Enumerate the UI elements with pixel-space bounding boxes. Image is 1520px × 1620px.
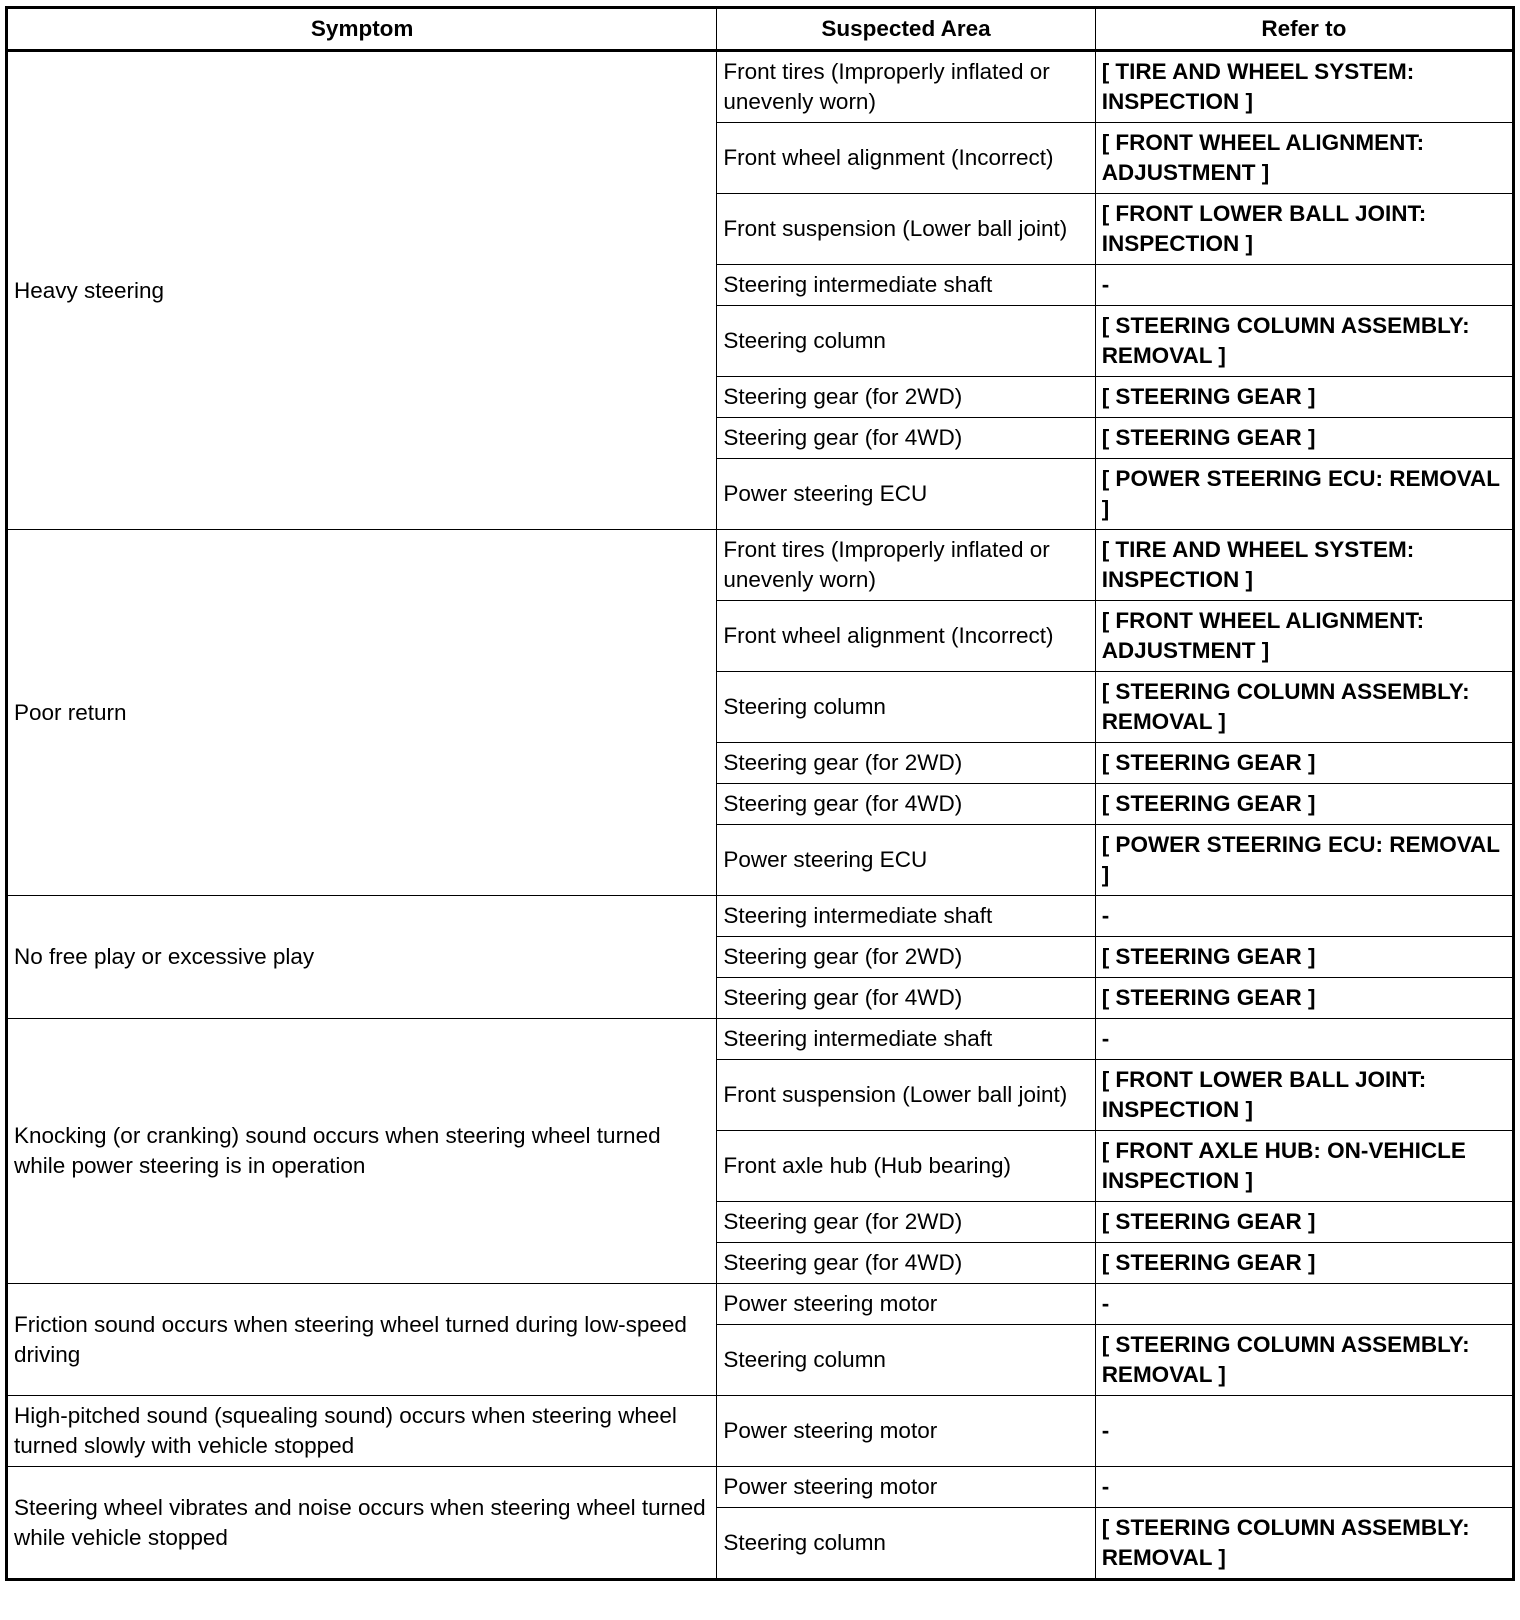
troubleshooting-table xyxy=(5,6,1515,1581)
refer-to-link[interactable]: [ TIRE AND WHEEL SYSTEM: INSPECTION ] xyxy=(1095,530,1513,601)
suspected-area-cell: Steering gear (for 2WD) xyxy=(717,937,1095,978)
suspected-area-cell: Power steering ECU xyxy=(717,825,1095,896)
suspected-area-cell: Steering gear (for 4WD) xyxy=(717,784,1095,825)
refer-to-link[interactable]: [ FRONT WHEEL ALIGNMENT: ADJUSTMENT ] xyxy=(1095,601,1513,672)
suspected-area-cell: Steering gear (for 2WD) xyxy=(717,743,1095,784)
suspected-area-cell: Power steering motor xyxy=(717,1284,1095,1325)
refer-to-link[interactable]: [ FRONT WHEEL ALIGNMENT: ADJUSTMENT ] xyxy=(1095,123,1513,194)
symptom-cell: High-pitched sound (squealing sound) occurs when steering wheel turned slowly with vehicle stopped xyxy=(7,1396,717,1467)
refer-to-link[interactable]: [ STEERING GEAR ] xyxy=(1095,743,1513,784)
symptom-cell: Friction sound occurs when steering wheel turned during low-speed driving xyxy=(7,1284,717,1396)
suspected-area-cell: Front suspension (Lower ball joint) xyxy=(717,194,1095,265)
table-row xyxy=(7,1396,1514,1467)
refer-to-link: - xyxy=(1095,1019,1513,1060)
refer-to-link[interactable]: [ STEERING GEAR ] xyxy=(1095,1202,1513,1243)
refer-to-link[interactable]: [ STEERING GEAR ] xyxy=(1095,937,1513,978)
symptom-cell: Knocking (or cranking) sound occurs when steering wheel turned while power steering is in operation xyxy=(7,1019,717,1284)
refer-to-link: - xyxy=(1095,1396,1513,1467)
refer-to-link: - xyxy=(1095,1467,1513,1508)
suspected-area-cell: Front suspension (Lower ball joint) xyxy=(717,1060,1095,1131)
refer-to-link[interactable]: [ FRONT AXLE HUB: ON-VEHICLE INSPECTION ] xyxy=(1095,1131,1513,1202)
symptom-cell: Poor return xyxy=(7,530,717,896)
suspected-area-cell: Front wheel alignment (Incorrect) xyxy=(717,123,1095,194)
refer-to-link[interactable]: [ POWER STEERING ECU: REMOVAL ] xyxy=(1095,825,1513,896)
suspected-area-cell: Steering gear (for 2WD) xyxy=(717,377,1095,418)
table-row xyxy=(7,530,1514,601)
suspected-area-cell: Front tires (Improperly inflated or unevenly worn) xyxy=(717,51,1095,123)
refer-to-link[interactable]: [ FRONT LOWER BALL JOINT: INSPECTION ] xyxy=(1095,1060,1513,1131)
suspected-area-cell: Steering intermediate shaft xyxy=(717,896,1095,937)
header-symptom: Symptom xyxy=(7,8,717,51)
refer-to-link[interactable]: [ FRONT LOWER BALL JOINT: INSPECTION ] xyxy=(1095,194,1513,265)
suspected-area-cell: Steering column xyxy=(717,1508,1095,1580)
suspected-area-cell: Steering gear (for 4WD) xyxy=(717,418,1095,459)
suspected-area-cell: Front wheel alignment (Incorrect) xyxy=(717,601,1095,672)
symptom-cell: No free play or excessive play xyxy=(7,896,717,1019)
refer-to-link[interactable]: [ STEERING GEAR ] xyxy=(1095,377,1513,418)
refer-to-link[interactable]: [ STEERING COLUMN ASSEMBLY: REMOVAL ] xyxy=(1095,306,1513,377)
symptom-cell: Heavy steering xyxy=(7,51,717,530)
table-row xyxy=(7,1467,1514,1508)
suspected-area-cell: Steering column xyxy=(717,306,1095,377)
suspected-area-cell: Power steering motor xyxy=(717,1467,1095,1508)
refer-to-link: - xyxy=(1095,265,1513,306)
header-row xyxy=(7,8,1514,51)
table-row xyxy=(7,1284,1514,1325)
suspected-area-cell: Steering intermediate shaft xyxy=(717,1019,1095,1060)
table-row xyxy=(7,896,1514,937)
table-body xyxy=(7,51,1514,1580)
suspected-area-cell: Steering gear (for 2WD) xyxy=(717,1202,1095,1243)
refer-to-link[interactable]: [ STEERING GEAR ] xyxy=(1095,978,1513,1019)
symptom-cell: Steering wheel vibrates and noise occurs when steering wheel turned while vehicle stopped xyxy=(7,1467,717,1580)
refer-to-link[interactable]: [ TIRE AND WHEEL SYSTEM: INSPECTION ] xyxy=(1095,51,1513,123)
table-row xyxy=(7,1019,1514,1060)
table-row xyxy=(7,51,1514,123)
refer-to-link[interactable]: [ STEERING COLUMN ASSEMBLY: REMOVAL ] xyxy=(1095,1508,1513,1580)
suspected-area-cell: Front axle hub (Hub bearing) xyxy=(717,1131,1095,1202)
suspected-area-cell: Steering intermediate shaft xyxy=(717,265,1095,306)
refer-to-link[interactable]: [ POWER STEERING ECU: REMOVAL ] xyxy=(1095,459,1513,530)
refer-to-link[interactable]: [ STEERING GEAR ] xyxy=(1095,418,1513,459)
header-suspected-area: Suspected Area xyxy=(717,8,1095,51)
suspected-area-cell: Front tires (Improperly inflated or unevenly worn) xyxy=(717,530,1095,601)
suspected-area-cell: Steering column xyxy=(717,1325,1095,1396)
suspected-area-cell: Power steering motor xyxy=(717,1396,1095,1467)
suspected-area-cell: Steering gear (for 4WD) xyxy=(717,978,1095,1019)
suspected-area-cell: Power steering ECU xyxy=(717,459,1095,530)
refer-to-link[interactable]: [ STEERING GEAR ] xyxy=(1095,784,1513,825)
refer-to-link[interactable]: [ STEERING GEAR ] xyxy=(1095,1243,1513,1284)
refer-to-link: - xyxy=(1095,1284,1513,1325)
suspected-area-cell: Steering gear (for 4WD) xyxy=(717,1243,1095,1284)
header-refer-to: Refer to xyxy=(1095,8,1513,51)
refer-to-link[interactable]: [ STEERING COLUMN ASSEMBLY: REMOVAL ] xyxy=(1095,672,1513,743)
refer-to-link: - xyxy=(1095,896,1513,937)
suspected-area-cell: Steering column xyxy=(717,672,1095,743)
refer-to-link[interactable]: [ STEERING COLUMN ASSEMBLY: REMOVAL ] xyxy=(1095,1325,1513,1396)
